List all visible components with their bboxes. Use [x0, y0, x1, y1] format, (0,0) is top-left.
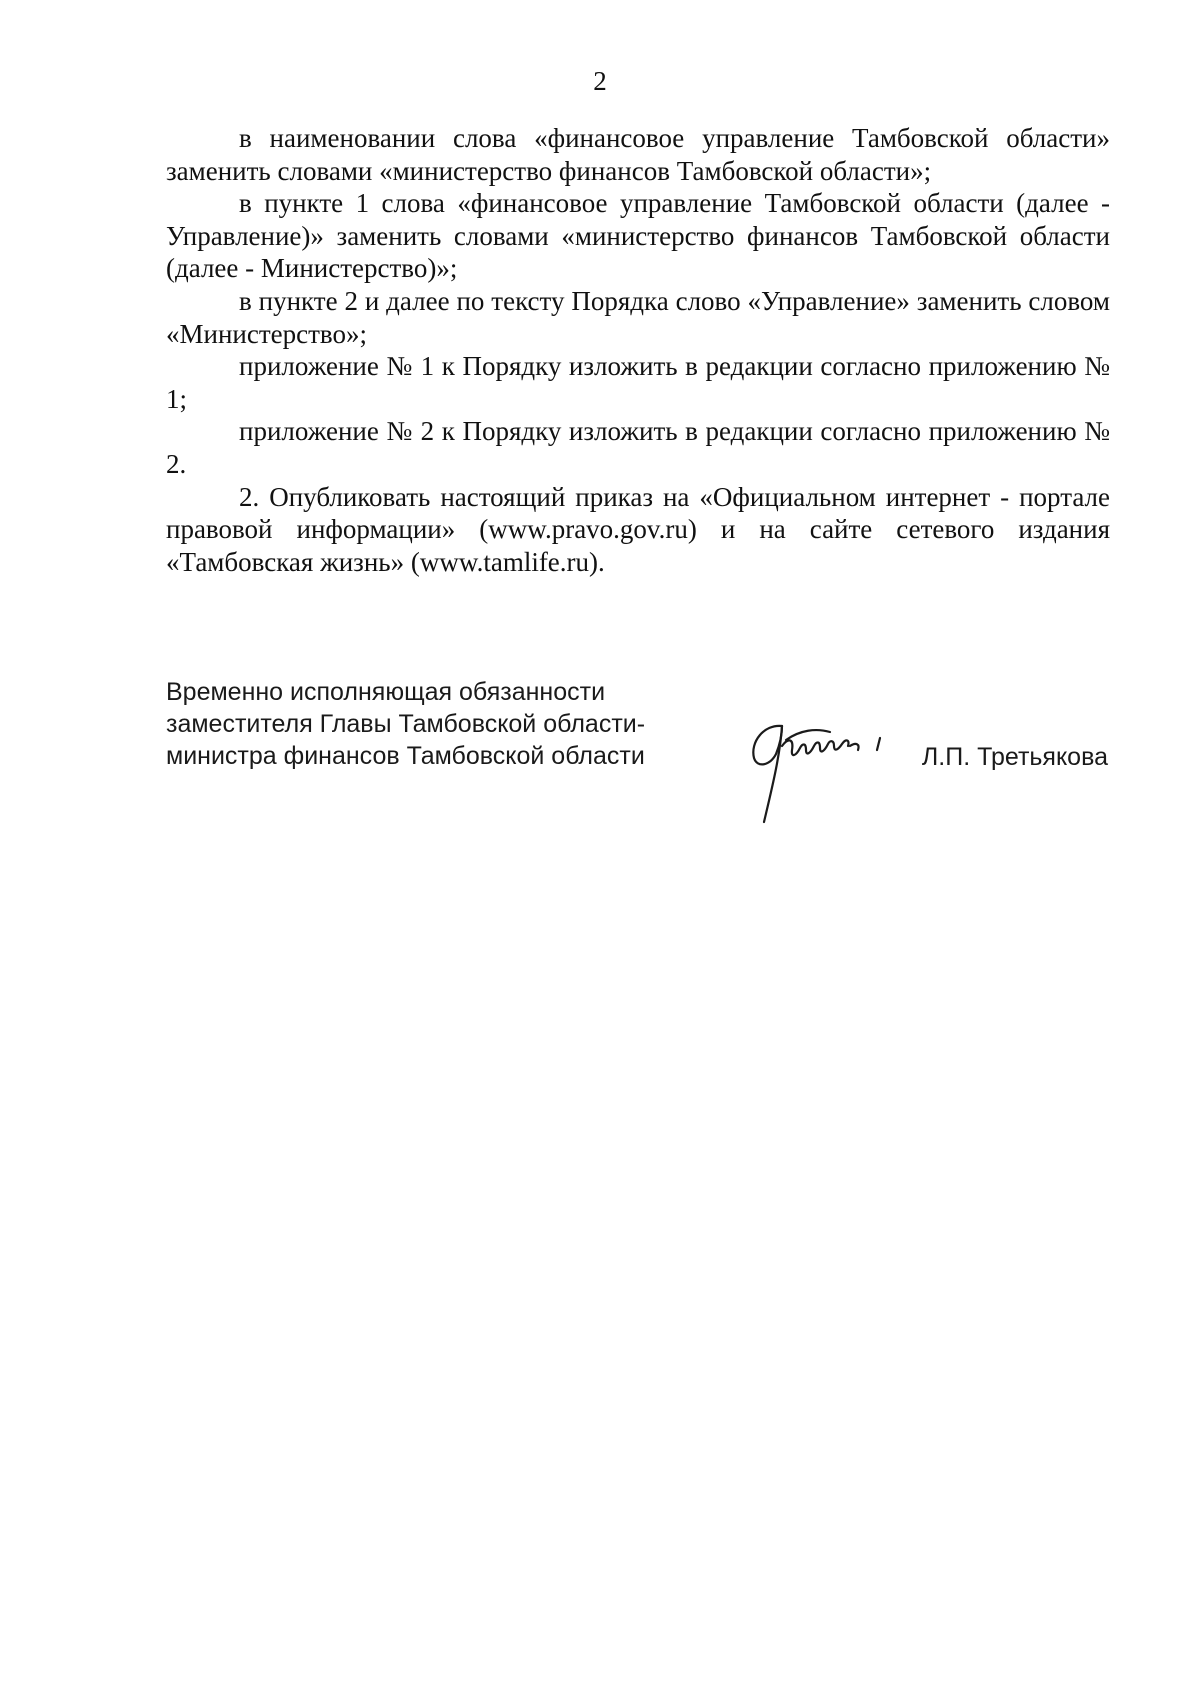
- signatory-position: [166, 676, 686, 772]
- document-body: [166, 122, 1110, 578]
- page-number: 2: [593, 66, 607, 96]
- paragraph-publish: 2. Опубликовать настоящий приказ на «Официальном интернет - портале правовой информации» (www.pravo.gov.ru) и на сайте сетевого издания «Тамбовская жизнь» (www.tamlife.ru).: [166, 481, 1110, 577]
- handwritten-signature-icon: [742, 716, 902, 828]
- signatory-position-line-2: заместителя Главы Тамбовской области-: [166, 710, 646, 738]
- signatory-name: Л.П. Третьякова: [921, 743, 1108, 771]
- paragraph-point-2: в пункте 2 и далее по тексту Порядка слово «Управление» заменить словом «Министерство»;: [166, 285, 1110, 349]
- signatory-position-line-1: Временно исполняющая обязанности: [166, 678, 606, 706]
- paragraph-appendix-1: приложение № 1 к Порядку изложить в редакции согласно приложению № 1;: [166, 351, 1110, 414]
- paragraph-rename-title: в наименовании слова «финансовое управление Тамбовской области» заменить словами «министерство финансов Тамбовской области»;: [166, 123, 1110, 186]
- paragraph-appendix-2: приложение № 2 к Порядку изложить в редакции согласно приложению № 2.: [166, 416, 1110, 479]
- paragraph-point-1: в пункте 1 слова «финансовое управление Тамбовской области (далее - Управление)» заменить словами «министерство финансов Тамбовской области (далее - Министерство)»;: [166, 188, 1110, 284]
- signatory-position-line-3: министра финансов Тамбовской области: [166, 742, 645, 770]
- signature-block: [166, 676, 1110, 826]
